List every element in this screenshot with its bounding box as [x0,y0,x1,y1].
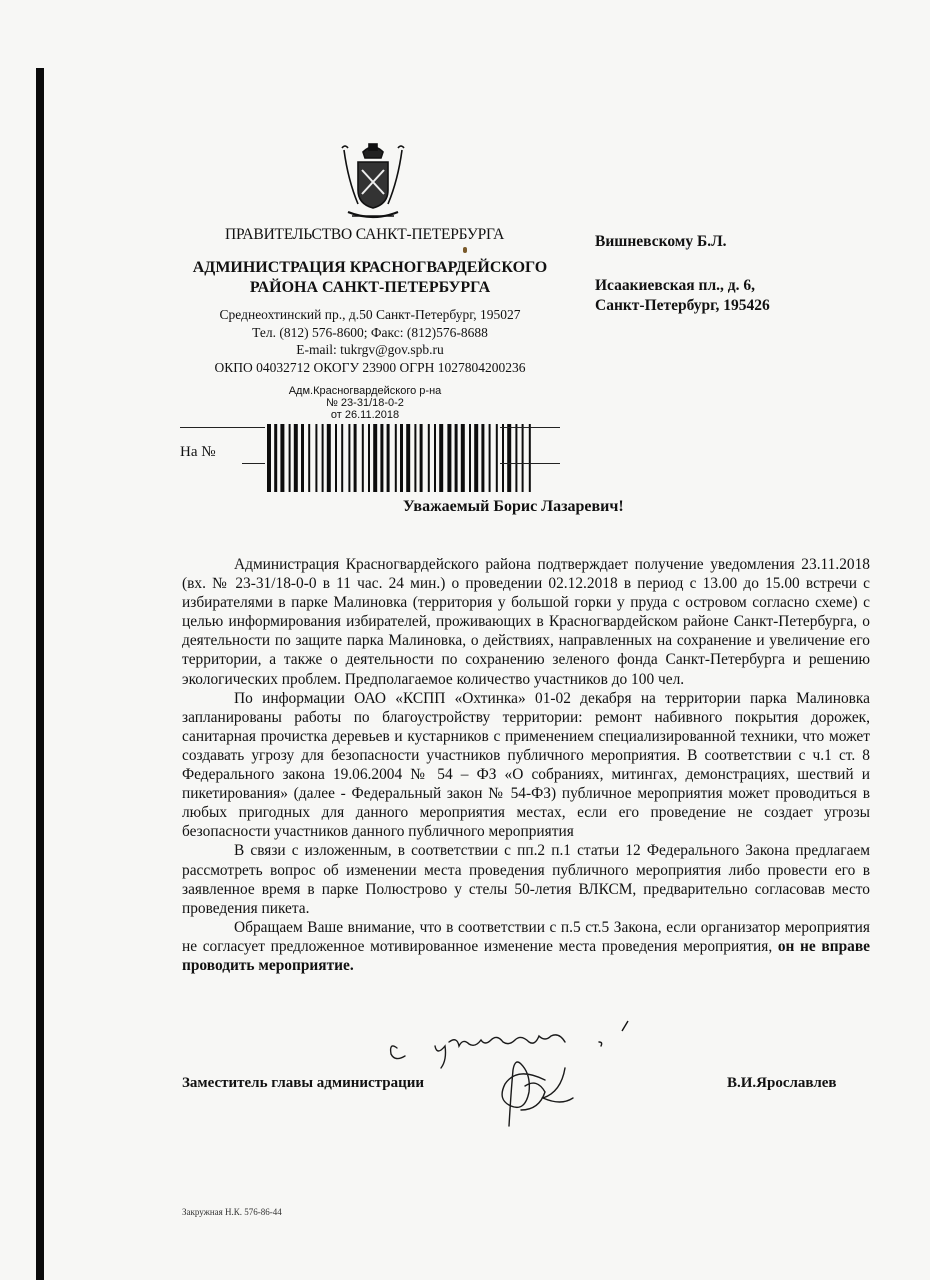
barcode-bar [301,424,304,492]
stamp-date: от 26.11.2018 [330,409,400,421]
barcode-bar [387,424,390,492]
barcode-bar [496,424,498,492]
reference-line-top-right [500,427,560,428]
org-codes: ОКПО 04032712 ОКОГУ 23900 ОГРН 1027804200236 [214,359,526,375]
barcode-bar [439,424,443,492]
organization-contacts [180,306,560,376]
barcode-bar [507,424,511,492]
reference-label: На № [180,444,216,460]
registration-stamp [270,385,570,421]
barcode-bar [348,424,350,492]
barcode-bar [420,424,423,492]
barcode-bar [434,424,436,492]
barcode-bar [354,424,357,492]
letter-body [182,555,870,975]
barcode-bar [522,424,524,492]
paragraph-2: По информации ОАО «КСПП «Охтинка» 01-02 декабря на территории парка Малиновка запланированы работы по благоустройству территории: ремонт набивного покрытия дорожек, санитарная прочистка деревьев и кустарников с применением специализированной техники, что может создавать угрозу для безопасности участников публичного мероприятия. В соответствии с ч.1 ст. 8 Федерального закона 19.06.2004 № 54 – ФЗ «О собраниях, митингах, демонстрациях, шествий и пикетирования» (далее - Федеральный закон № 54-ФЗ) публичное мероприятия может проводиться в любых пригодных для данного мероприятия местах, если его проведение не создает угрозы безопасности участников данного публичного мероприятия [182,689,870,841]
scan-edge-shadow [36,68,44,1280]
reference-line-bottom-right [500,463,560,464]
barcode-bar [362,424,364,492]
barcode-bar [380,424,383,492]
barcode-bar [335,424,337,492]
barcode-bar [515,424,517,492]
barcode-bar [455,424,458,492]
reference-line-top [180,427,265,428]
scan-speck [463,247,467,253]
paragraph-4-bold: он не вправе проводить мероприятие. [182,937,870,974]
signatory-title: Заместитель главы администрации [182,1075,425,1091]
barcode-bar [428,424,430,492]
pen-tick-mark [620,1020,630,1032]
barcode-bar [341,424,343,492]
reference-line-bottom [242,463,265,464]
stamp-number: № 23-31/18-0-2 [326,397,404,409]
paragraph-4 [182,918,870,975]
org-address: Среднеохтинский пр., д.50 Санкт-Петербург, 195027 [219,307,521,322]
barcode-bar [529,424,531,492]
barcode-bar [395,424,397,492]
barcode-bar [489,424,491,492]
paragraph-3: В связи с изложенным, в соответствии с пп.2 п.1 статьи 12 Федерального Закона предлагаем рассмотреть вопрос об изменении места проведения публичного мероприятия либо провести его в заявленное время в парке Полюстрово у стелы 50-летия ВЛКСМ, предварительно согласовав место проведения пикета. [182,842,870,917]
barcode-icon [265,424,537,492]
barcode-bar [368,424,370,492]
barcode-bar [322,424,324,492]
barcode-bar [289,424,291,492]
barcode-bar [280,424,284,492]
stamp-organization: Адм.Красногвардейского р-на [288,385,442,397]
administration-name-line1: АДМИНИСТРАЦИЯ КРАСНОГВАРДЕЙСКОГО [192,259,548,276]
administration-name-line2: РАЙОНА САНКТ-ПЕТЕРБУРГА [249,279,491,296]
org-phone: Тел. (812) 576-8600; Факс: (812)576-8688 [252,324,488,340]
recipient-street: Исаакиевская пл., д. 6, [595,277,755,294]
barcode-bar [406,424,410,492]
barcode-bar [400,424,403,492]
barcode-bar [414,424,416,492]
barcode-bar [474,424,478,492]
barcode-bar [267,424,271,492]
greeting: Уважаемый Борис Лазаревич! [403,498,624,515]
recipient-city: Санкт-Петербург, 195426 [595,297,770,314]
barcode-bar [274,424,277,492]
recipient-block [595,232,770,316]
administration-name [192,258,548,298]
barcode-bar [469,424,471,492]
paragraph-4-text: Обращаем Ваше внимание, что в соответствии с п.5 ст.5 Закона, если организатор мероприятия не согласует предложенное мотивированное изменение места проведения мероприятия, [182,918,870,955]
executor-contact: Закружная Н.К. 576-86-44 [182,1207,282,1217]
barcode-bar [502,424,504,492]
barcode-bar [461,424,465,492]
barcode-bar [294,424,298,492]
government-name: ПРАВИТЕЛЬСТВО САНКТ-ПЕТЕРБУРГА [225,226,505,243]
paragraph-1: Администрация Красногвардейского района подтверждает получение уведомления 23.11.2018 (вх. № 23-31/18-0-0 в 11 час. 24 мин.) о проведении 02.12.2018 в период с 13.00 до 15.00 встречи с избирателями в парке Малиновка (территория у большой горки у пруда с островом согласно схеме) с целью информирования избирателей, проживающих в Красногвардейском районе Санкт-Петербурга, о деятельности по защите парка Малиновка, о действиях, направленных на сохранение и увеличение его территории, а также о деятельности по сохранению зеленого фонда Санкт-Петербурга и решению экологических проблем. Предполагаемое количество участников до 100 чел. [182,556,870,688]
barcode-bar [327,424,331,492]
barcode-bar [447,424,451,492]
org-email: E-mail: tukrgv@gov.spb.ru [296,342,444,357]
recipient-name: Вишневскому Б.Л. [595,233,727,250]
barcode-bar [308,424,310,492]
barcode-bar [481,424,484,492]
coat-of-arms-icon [338,142,408,222]
barcode-bar [315,424,317,492]
signatory-name: В.И.Ярославлев [727,1075,837,1091]
barcode-bar [373,424,377,492]
